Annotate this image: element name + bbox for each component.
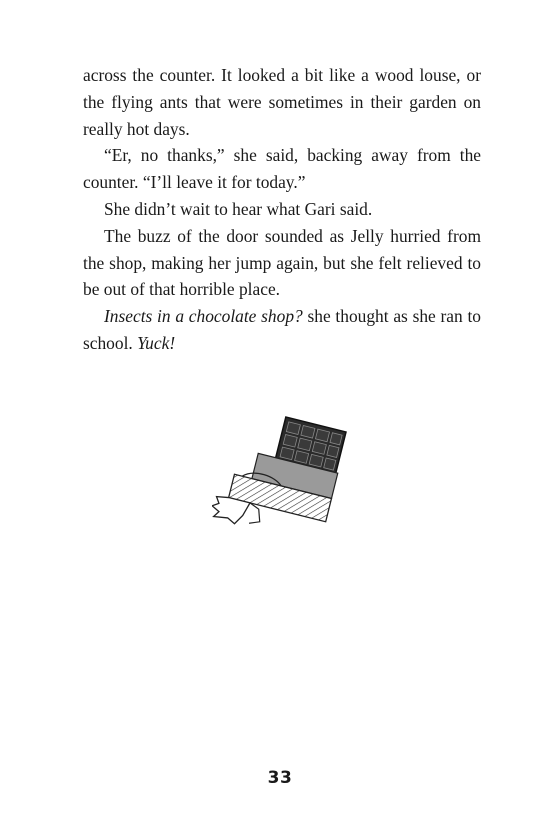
italic-thought: Insects in a chocolate shop? xyxy=(104,306,303,327)
paragraph: The buzz of the door sounded as Jelly hurried from the shop, making her jump again, but she felt relieved to be out of that horrible place. xyxy=(83,225,481,300)
paragraph xyxy=(83,303,481,357)
body-text xyxy=(83,62,481,357)
paragraph: She didn’t wait to hear what Gari said. xyxy=(104,198,373,219)
chocolate-bar-icon xyxy=(212,412,352,552)
page-number: 33 xyxy=(267,768,293,788)
paragraph-text: she thought as she ran to school. xyxy=(83,306,482,353)
paragraph: “Er, no thanks,” she said, backing away from the counter. “I’ll leave it for today.” xyxy=(83,145,481,193)
italic-exclamation: Yuck! xyxy=(137,332,176,353)
paragraph: across the counter. It looked a bit like a wood louse, or the flying ants that were sometimes in their garden on really hot days. xyxy=(83,65,481,139)
